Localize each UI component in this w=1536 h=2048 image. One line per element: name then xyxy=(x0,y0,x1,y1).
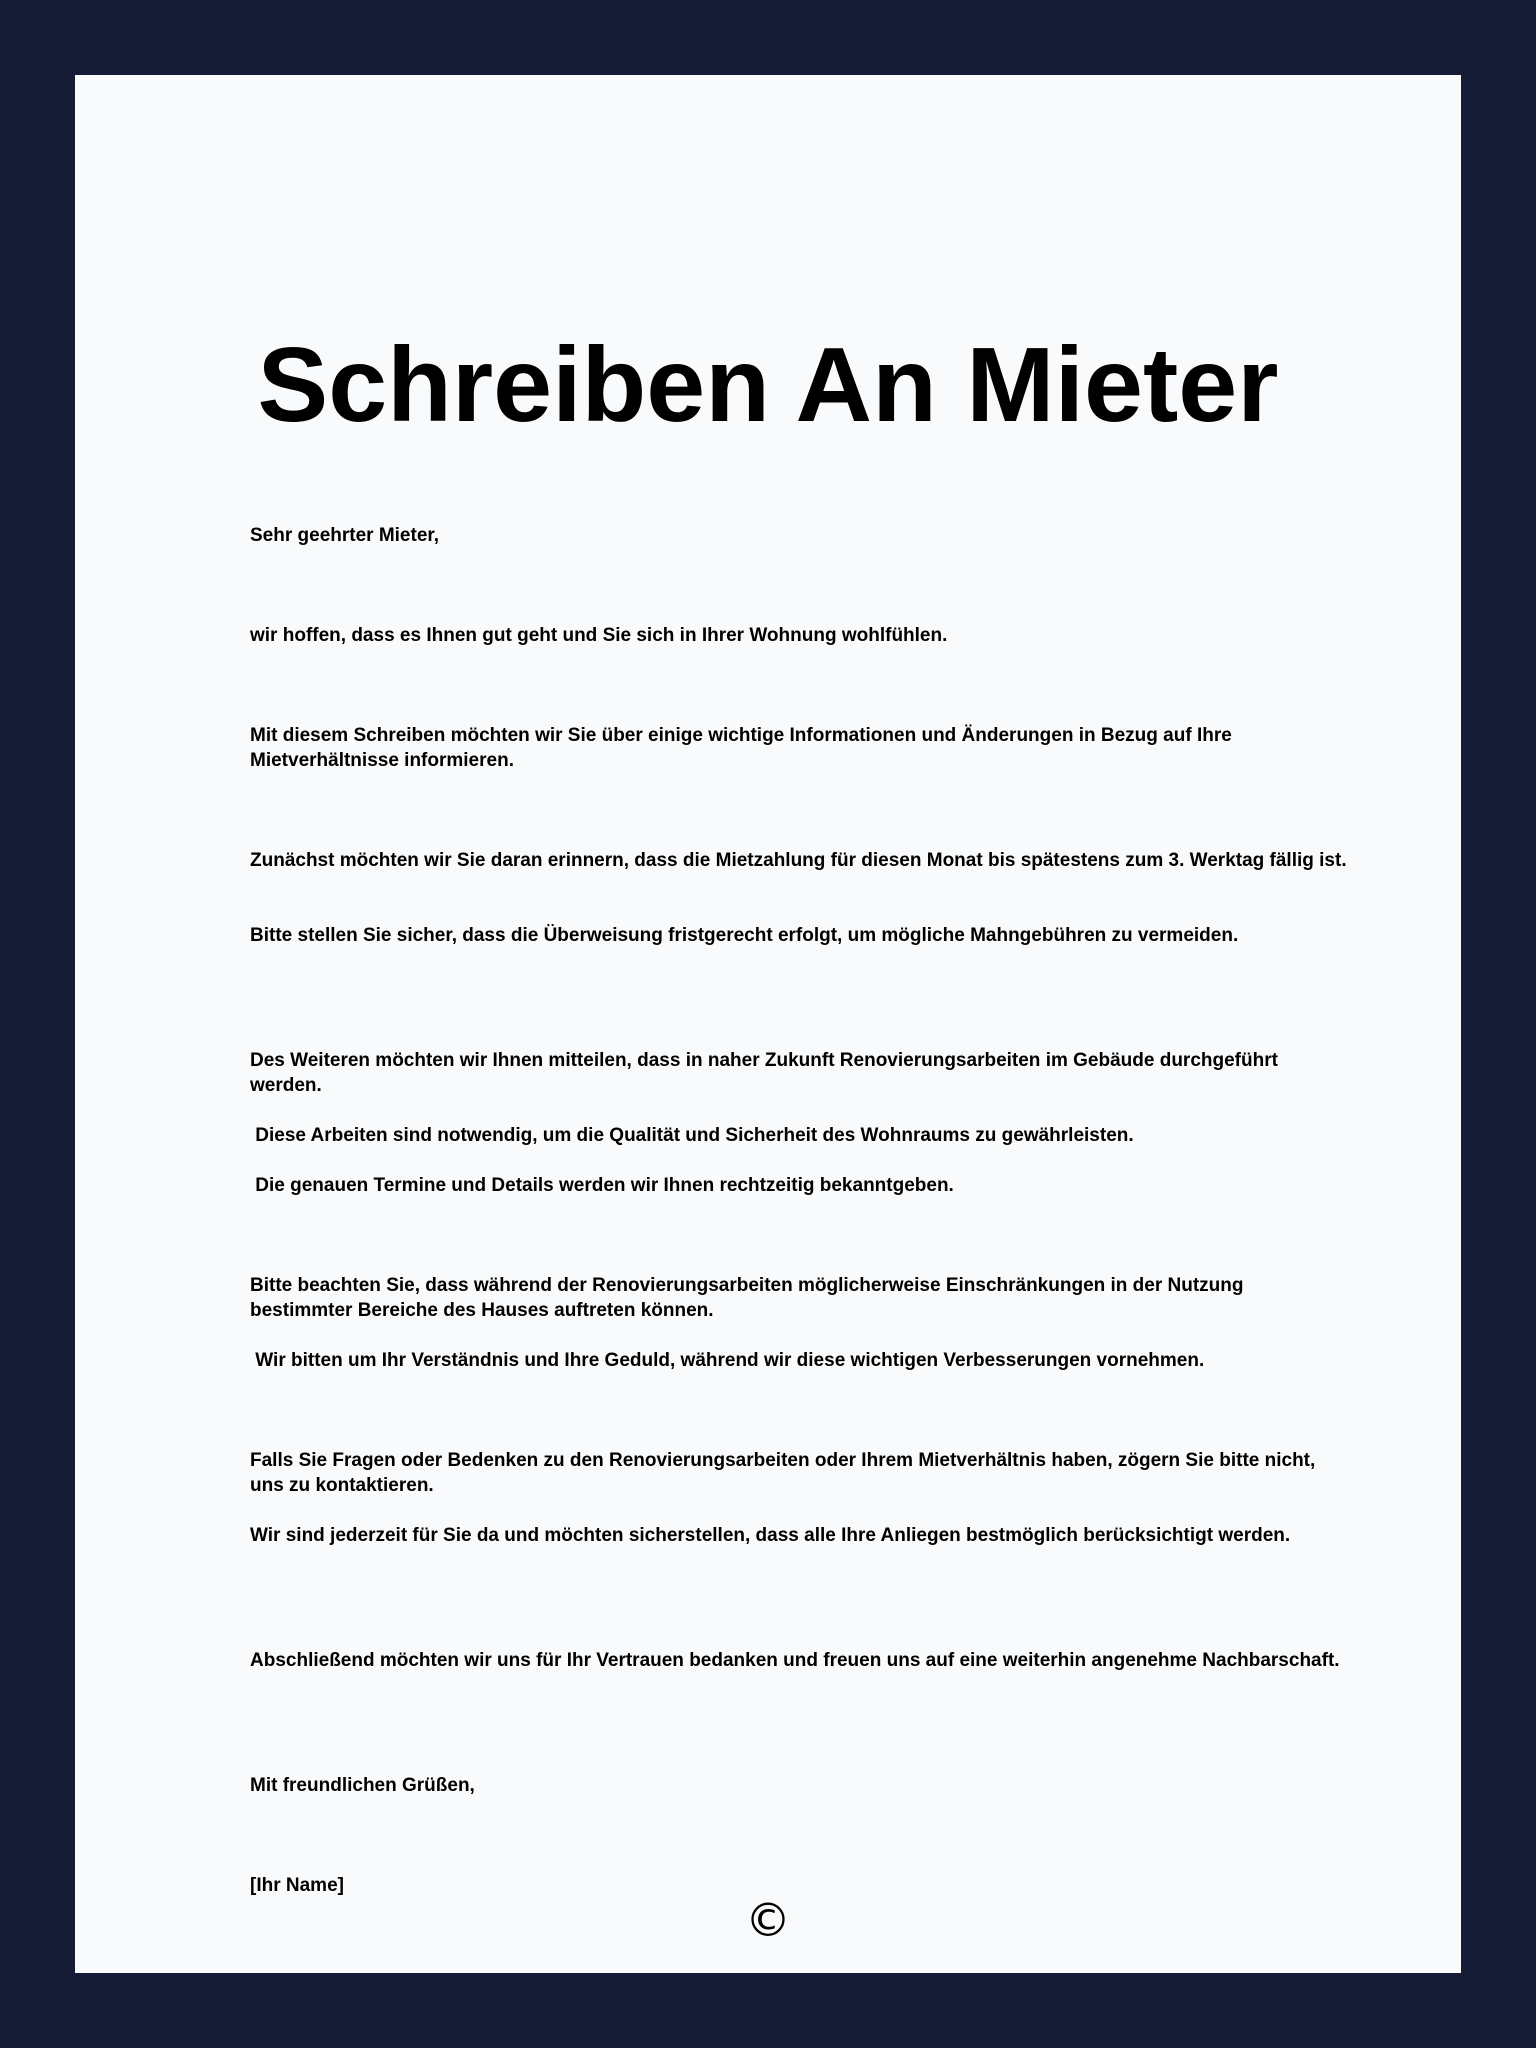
letter-paragraph: Abschließend möchten wir uns für Ihr Vertrauen bedanken und freuen uns auf eine weiterhin angenehme Nachbarschaft. xyxy=(250,1650,1340,1671)
letter-greeting: Sehr geehrter Mieter, xyxy=(250,525,440,546)
letter-paragraph: Bitte stellen Sie sicher, dass die Überweisung fristgerecht erfolgt, um mögliche Mahngebühren zu vermeiden. xyxy=(250,925,1239,946)
letter-closing: Mit freundlichen Grüßen, xyxy=(250,1775,475,1796)
letter-paragraph: Bitte beachten Sie, dass während der Renovierungsarbeiten möglicherweise Einschränkungen in der Nutzung bestimmter Bereiche des Hauses auftreten können. xyxy=(250,1275,1249,1321)
copyright-icon: © xyxy=(745,1893,791,1947)
letter-signature: [Ihr Name] xyxy=(250,1875,344,1896)
letter-paragraph: Diese Arbeiten sind notwendig, um die Qualität und Sicherheit des Wohnraums zu gewährleisten. xyxy=(250,1125,1134,1146)
letter-paragraph: Wir sind jederzeit für Sie da und möchten sicherstellen, dass alle Ihre Anliegen bestmöglich berücksichtigt werden. xyxy=(250,1525,1291,1546)
letter-paragraph: Die genauen Termine und Details werden wir Ihnen rechtzeitig bekanntgeben. xyxy=(250,1175,954,1196)
letter-paragraph: Zunächst möchten wir Sie daran erinnern, dass die Mietzahlung für diesen Monat bis spätestens zum 3. Werktag fällig ist. xyxy=(250,850,1347,871)
letter-paragraph: Wir bitten um Ihr Verständnis und Ihre Geduld, während wir diese wichtigen Verbesserungen vornehmen. xyxy=(250,1350,1205,1371)
letter-paragraph: wir hoffen, dass es Ihnen gut geht und Sie sich in Ihrer Wohnung wohlfühlen. xyxy=(250,625,948,646)
letter-paragraph: Mit diesem Schreiben möchten wir Sie über einige wichtige Informationen und Änderungen in Bezug auf Ihre Mietverhältnisse informieren. xyxy=(250,725,1238,771)
letter-title: Schreiben An Mieter xyxy=(257,326,1279,444)
letter-paragraph: Des Weiteren möchten wir Ihnen mitteilen, dass in naher Zukunft Renovierungsarbeiten im Gebäude durchgeführt werden. xyxy=(250,1050,1284,1096)
letter-page xyxy=(75,75,1461,1973)
letter-paragraph: Falls Sie Fragen oder Bedenken zu den Renovierungsarbeiten oder Ihrem Mietverhältnis haben, zögern Sie bitte nicht, uns zu kontaktieren. xyxy=(250,1450,1321,1496)
